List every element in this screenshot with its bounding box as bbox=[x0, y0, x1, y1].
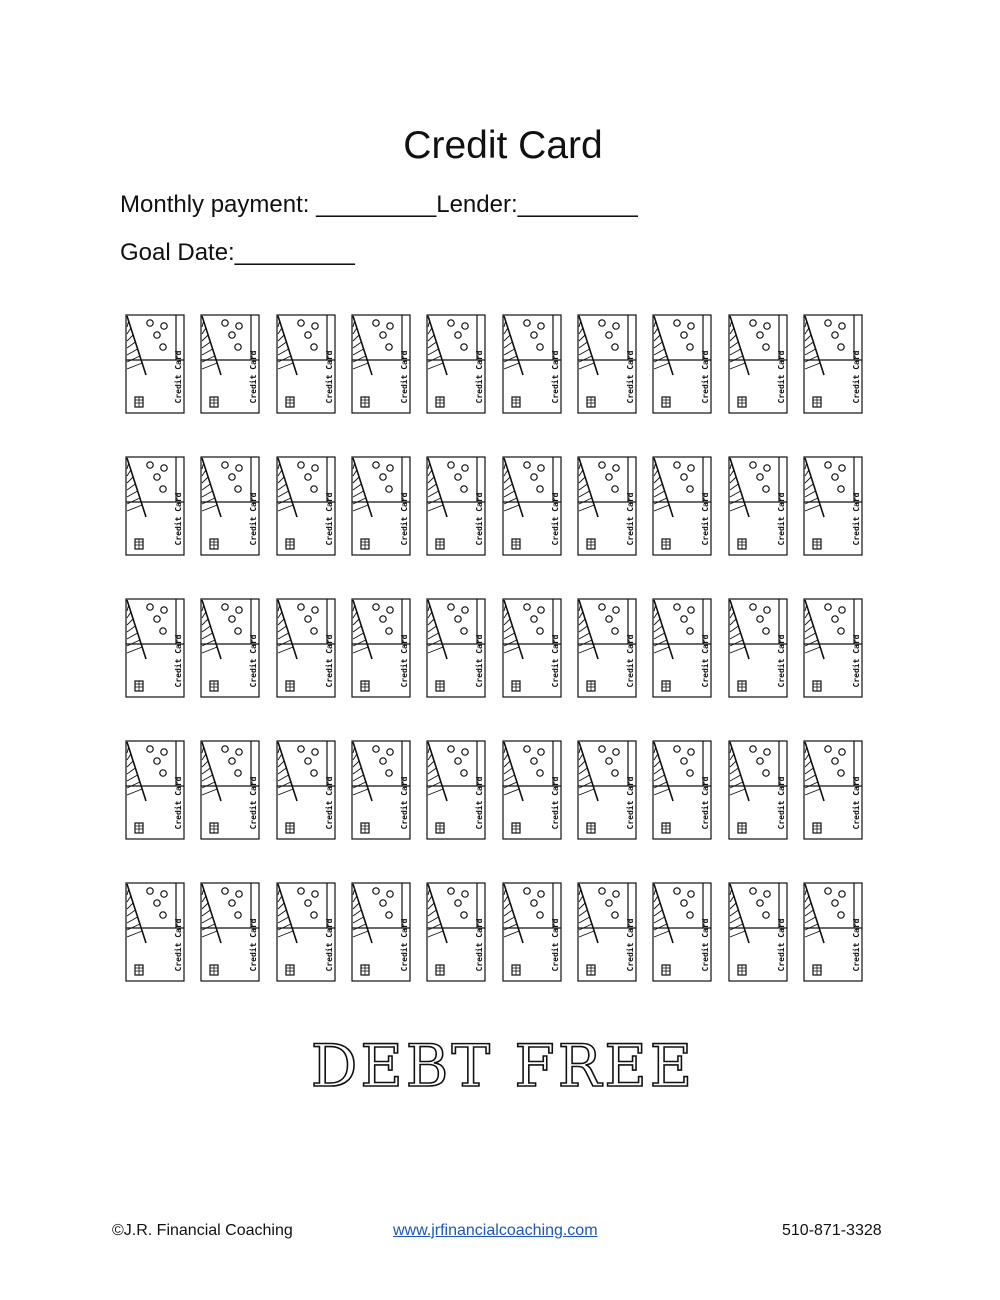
credit-card-grid bbox=[124, 313, 864, 1023]
card-label: Credit Card bbox=[625, 634, 635, 688]
credit-card-icon bbox=[350, 597, 412, 699]
card-label: Credit Card bbox=[776, 776, 786, 830]
card-label: Credit Card bbox=[776, 492, 786, 546]
credit-card-icon bbox=[501, 881, 563, 983]
card-label: Credit Card bbox=[776, 350, 786, 404]
credit-card-icon bbox=[727, 455, 789, 557]
credit-card-icon bbox=[727, 881, 789, 983]
card-label: Credit Card bbox=[399, 350, 409, 404]
credit-card-icon bbox=[124, 739, 186, 841]
credit-card-icon bbox=[199, 881, 261, 983]
credit-card-icon bbox=[275, 739, 337, 841]
card-label: Credit Card bbox=[625, 776, 635, 830]
card-label: Credit Card bbox=[249, 776, 259, 830]
card-row bbox=[124, 313, 864, 417]
credit-card-icon bbox=[124, 597, 186, 699]
credit-card-icon bbox=[802, 881, 864, 983]
credit-card-icon bbox=[199, 739, 261, 841]
credit-card-icon bbox=[425, 739, 487, 841]
credit-card-icon bbox=[350, 313, 412, 415]
card-label: Credit Card bbox=[851, 634, 861, 688]
card-row bbox=[124, 739, 864, 843]
card-label: Credit Card bbox=[851, 350, 861, 404]
card-label: Credit Card bbox=[475, 492, 485, 546]
card-label: Credit Card bbox=[174, 918, 183, 972]
credit-card-icon bbox=[651, 881, 713, 983]
card-row bbox=[124, 597, 864, 701]
monthly-payment-lender-line: Monthly payment: _________Lender:_________ bbox=[120, 191, 638, 218]
card-label: Credit Card bbox=[249, 350, 259, 404]
card-label: Credit Card bbox=[851, 492, 861, 546]
card-row bbox=[124, 881, 864, 985]
credit-card-icon bbox=[275, 881, 337, 983]
footer-website-link[interactable]: www.jrfinancialcoaching.com bbox=[393, 1222, 598, 1239]
card-label: Credit Card bbox=[776, 634, 786, 688]
credit-card-icon bbox=[124, 313, 186, 415]
card-label: Credit Card bbox=[701, 918, 711, 972]
credit-card-icon bbox=[727, 739, 789, 841]
card-label: Credit Card bbox=[550, 492, 560, 546]
card-label: Credit Card bbox=[701, 492, 711, 546]
credit-card-icon bbox=[275, 455, 337, 557]
card-label: Credit Card bbox=[399, 634, 409, 688]
card-label: Credit Card bbox=[776, 918, 786, 972]
credit-card-icon bbox=[275, 597, 337, 699]
credit-card-icon bbox=[576, 597, 638, 699]
card-label: Credit Card bbox=[701, 776, 711, 830]
card-label: Credit Card bbox=[550, 918, 560, 972]
card-label: Credit Card bbox=[851, 918, 861, 972]
credit-card-icon bbox=[199, 455, 261, 557]
card-label: Credit Card bbox=[324, 634, 334, 688]
card-label: Credit Card bbox=[625, 918, 635, 972]
card-label: Credit Card bbox=[399, 492, 409, 546]
card-row bbox=[124, 455, 864, 559]
credit-card-icon bbox=[651, 597, 713, 699]
credit-card-icon bbox=[651, 313, 713, 415]
card-label: Credit Card bbox=[550, 634, 560, 688]
card-label: Credit Card bbox=[249, 492, 259, 546]
footer-copyright: ©J.R. Financial Coaching bbox=[112, 1222, 293, 1239]
footer-phone: 510-871-3328 bbox=[782, 1222, 882, 1239]
credit-card-icon bbox=[802, 313, 864, 415]
credit-card-icon bbox=[802, 739, 864, 841]
credit-card-icon bbox=[124, 455, 186, 557]
page-title: Credit Card bbox=[403, 124, 603, 167]
credit-card-icon bbox=[425, 881, 487, 983]
goal-date-line: Goal Date:_________ bbox=[120, 239, 355, 266]
card-label: Credit Card bbox=[475, 350, 485, 404]
credit-card-icon bbox=[425, 313, 487, 415]
credit-card-icon bbox=[501, 597, 563, 699]
credit-card-icon bbox=[425, 455, 487, 557]
credit-card-icon bbox=[350, 881, 412, 983]
credit-card-icon bbox=[576, 313, 638, 415]
credit-card-icon bbox=[124, 881, 186, 983]
card-label: Credit Card bbox=[324, 492, 334, 546]
card-label: Credit Card bbox=[399, 918, 409, 972]
card-label: Credit Card bbox=[174, 634, 183, 688]
card-label: Credit Card bbox=[550, 350, 560, 404]
credit-card-icon bbox=[350, 739, 412, 841]
credit-card-icon bbox=[802, 455, 864, 557]
card-label: Credit Card bbox=[174, 776, 183, 830]
card-label: Credit Card bbox=[475, 918, 485, 972]
card-label: Credit Card bbox=[249, 918, 259, 972]
card-label: Credit Card bbox=[174, 492, 183, 546]
credit-card-icon bbox=[350, 455, 412, 557]
credit-card-icon bbox=[275, 313, 337, 415]
credit-card-icon bbox=[727, 313, 789, 415]
card-label: Credit Card bbox=[550, 776, 560, 830]
card-label: Credit Card bbox=[174, 350, 183, 404]
credit-card-icon bbox=[651, 739, 713, 841]
card-label: Credit Card bbox=[851, 776, 861, 830]
card-label: Credit Card bbox=[625, 492, 635, 546]
credit-card-icon bbox=[802, 597, 864, 699]
credit-card-icon bbox=[651, 455, 713, 557]
credit-card-icon bbox=[501, 455, 563, 557]
card-label: Credit Card bbox=[324, 918, 334, 972]
credit-card-icon bbox=[576, 881, 638, 983]
credit-card-icon bbox=[501, 313, 563, 415]
card-label: Credit Card bbox=[625, 350, 635, 404]
card-label: Credit Card bbox=[475, 776, 485, 830]
debt-free-banner: DEBT FREE bbox=[310, 1032, 696, 1100]
credit-card-icon bbox=[576, 739, 638, 841]
credit-card-icon bbox=[425, 597, 487, 699]
credit-card-icon bbox=[727, 597, 789, 699]
credit-card-icon bbox=[199, 597, 261, 699]
card-label: Credit Card bbox=[324, 350, 334, 404]
credit-card-icon bbox=[576, 455, 638, 557]
card-label: Credit Card bbox=[249, 634, 259, 688]
card-label: Credit Card bbox=[701, 350, 711, 404]
card-label: Credit Card bbox=[399, 776, 409, 830]
credit-card-icon bbox=[199, 313, 261, 415]
credit-card-icon bbox=[501, 739, 563, 841]
card-label: Credit Card bbox=[701, 634, 711, 688]
card-label: Credit Card bbox=[475, 634, 485, 688]
card-label: Credit Card bbox=[324, 776, 334, 830]
